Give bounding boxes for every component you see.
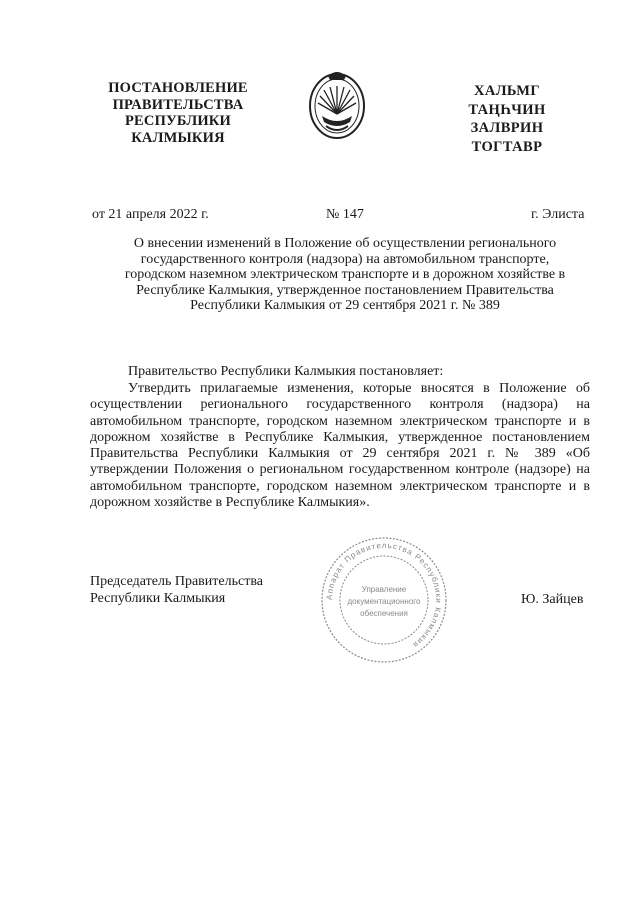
issuer-line: ТАҢҺЧИН [468,101,546,118]
document-city: г. Элиста [531,207,585,222]
position-line: Республики Калмыкия [90,590,226,606]
issuer-line: ЗАЛВРИН [470,120,544,136]
stamp-ring-text: Аппарат Правительства Республики Калмыкия [324,540,444,650]
issuer-line: ПОСТАНОВЛЕНИЕ [108,80,248,96]
title-line: городском наземном электрическом транспорте и в дорожном хозяйстве в [124,267,566,282]
signatory-position [90,574,263,607]
kalmykia-coat-of-arms-icon [306,66,368,142]
issuer-block-kalmyk [452,82,562,156]
stamp-inner-line: Управление [361,585,407,594]
issuer-line: РЕСПУБЛИКИ [124,113,232,129]
resolution-paragraph: Утвердить прилагаемые изменения, которые вносятся в Положение об осуществлении регионального государственного контроля (надзора) на автомобильном транспорте, городском наземном электрическом транспорте и в дорожном хозяйстве в Республике Калмыкия, утвержденное постановлением Правительства Республики Калмыкия от 29 сентября 2021 г. № 389 «Об утверждении Положения о региональном государственном контроле (надзоре) на автомобильном транспорте, городском наземном электрическом транспорте и в дорожном хозяйстве в Республике Калмыкия». [90,381,590,511]
title-line: Республике Калмыкия, утвержденное постановлением Правительства [136,282,554,298]
issuer-line: ХАЛЬМГ [473,83,541,99]
document-date: от 21 апреля 2022 г. [92,207,209,222]
stamp-inner-line: документационного [347,597,421,606]
preamble: Правительство Республики Калмыкия постановляет: [128,364,444,379]
issuer-line: ТОГТАВР [471,138,543,155]
document-title [100,236,590,314]
title-line: О внесении изменений в Положение об осуществлении регионального [133,236,557,251]
issuer-line: ПРАВИТЕЛЬСТВА [112,96,244,113]
stamp-inner-line: обеспечения [360,609,408,618]
title-line: Республики Калмыкия от 29 сентября 2021 г. № 389 [190,298,500,313]
title-line: государственного контроля (надзора) на автомобильном транспорте, [140,251,550,267]
svg-text:Аппарат Правительства Республи [325,541,443,650]
issuer-block-russian [90,80,266,146]
position-line: Председатель Правительства [90,574,263,589]
signatory-name: Ю. Зайцев [521,592,584,607]
document-number: № 147 [326,207,364,222]
official-stamp-icon [318,534,450,666]
issuer-line: КАЛМЫКИЯ [131,129,225,146]
